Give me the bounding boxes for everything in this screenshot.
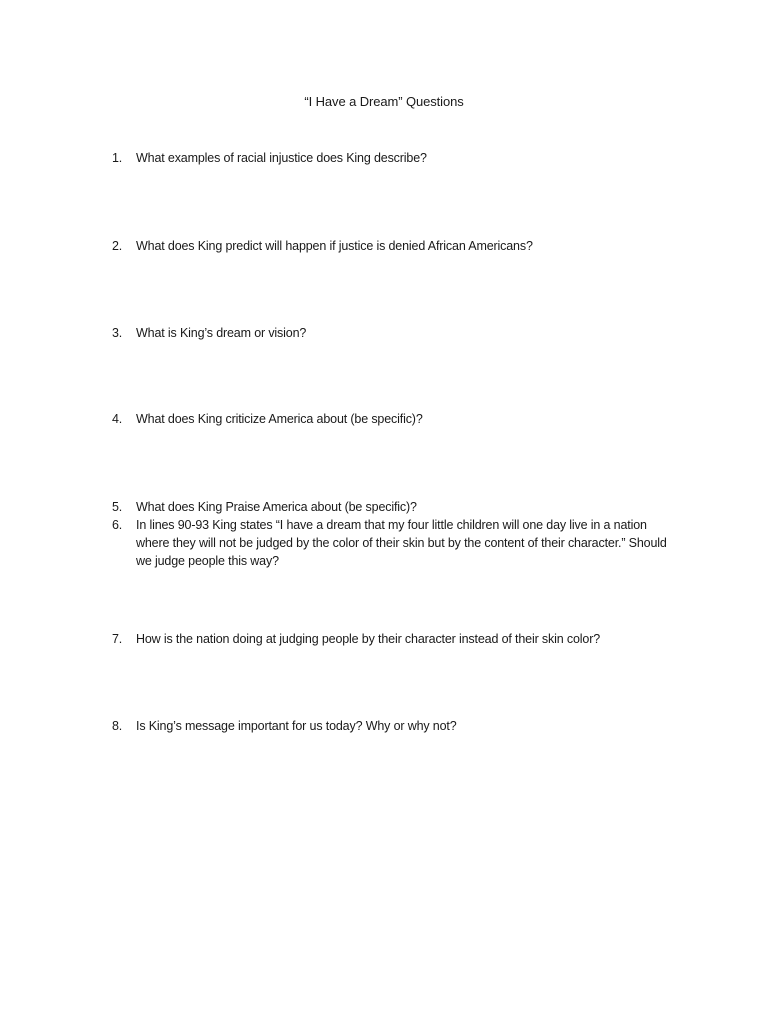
question-item-2 <box>112 237 672 255</box>
question-item-1 <box>112 149 672 167</box>
question-number: 1. <box>112 151 123 165</box>
question-number: 5. <box>112 500 123 514</box>
question-number: 4. <box>112 412 123 426</box>
question-item-8 <box>112 717 672 735</box>
question-item-4 <box>112 410 672 428</box>
question-text: What is King’s dream or vision? <box>136 326 307 340</box>
question-text: What examples of racial injustice does King describe? <box>136 151 427 165</box>
question-text: In lines 90-93 King states “I have a dream that my four little children will one day live in a nation where they will not be judged by the color of their skin but by the content of their character.” Should we judge people this way? <box>136 518 667 568</box>
question-number: 2. <box>112 239 123 253</box>
question-number: 6. <box>112 518 123 532</box>
question-item-3 <box>112 324 672 342</box>
question-text: What does King Praise America about (be specific)? <box>136 500 417 514</box>
question-text: Is King’s message important for us today? Why or why not? <box>136 719 457 733</box>
question-text: What does King criticize America about (be specific)? <box>136 412 423 426</box>
question-number: 3. <box>112 326 123 340</box>
question-text: What does King predict will happen if justice is denied African Americans? <box>136 239 533 253</box>
question-item-7 <box>112 630 672 648</box>
page-title: “I Have a Dream” Questions <box>304 94 464 109</box>
question-item-5 <box>112 498 672 516</box>
question-number: 8. <box>112 719 123 733</box>
question-item-6 <box>112 516 672 570</box>
question-number: 7. <box>112 632 123 646</box>
question-text: How is the nation doing at judging people by their character instead of their skin color? <box>136 632 601 646</box>
